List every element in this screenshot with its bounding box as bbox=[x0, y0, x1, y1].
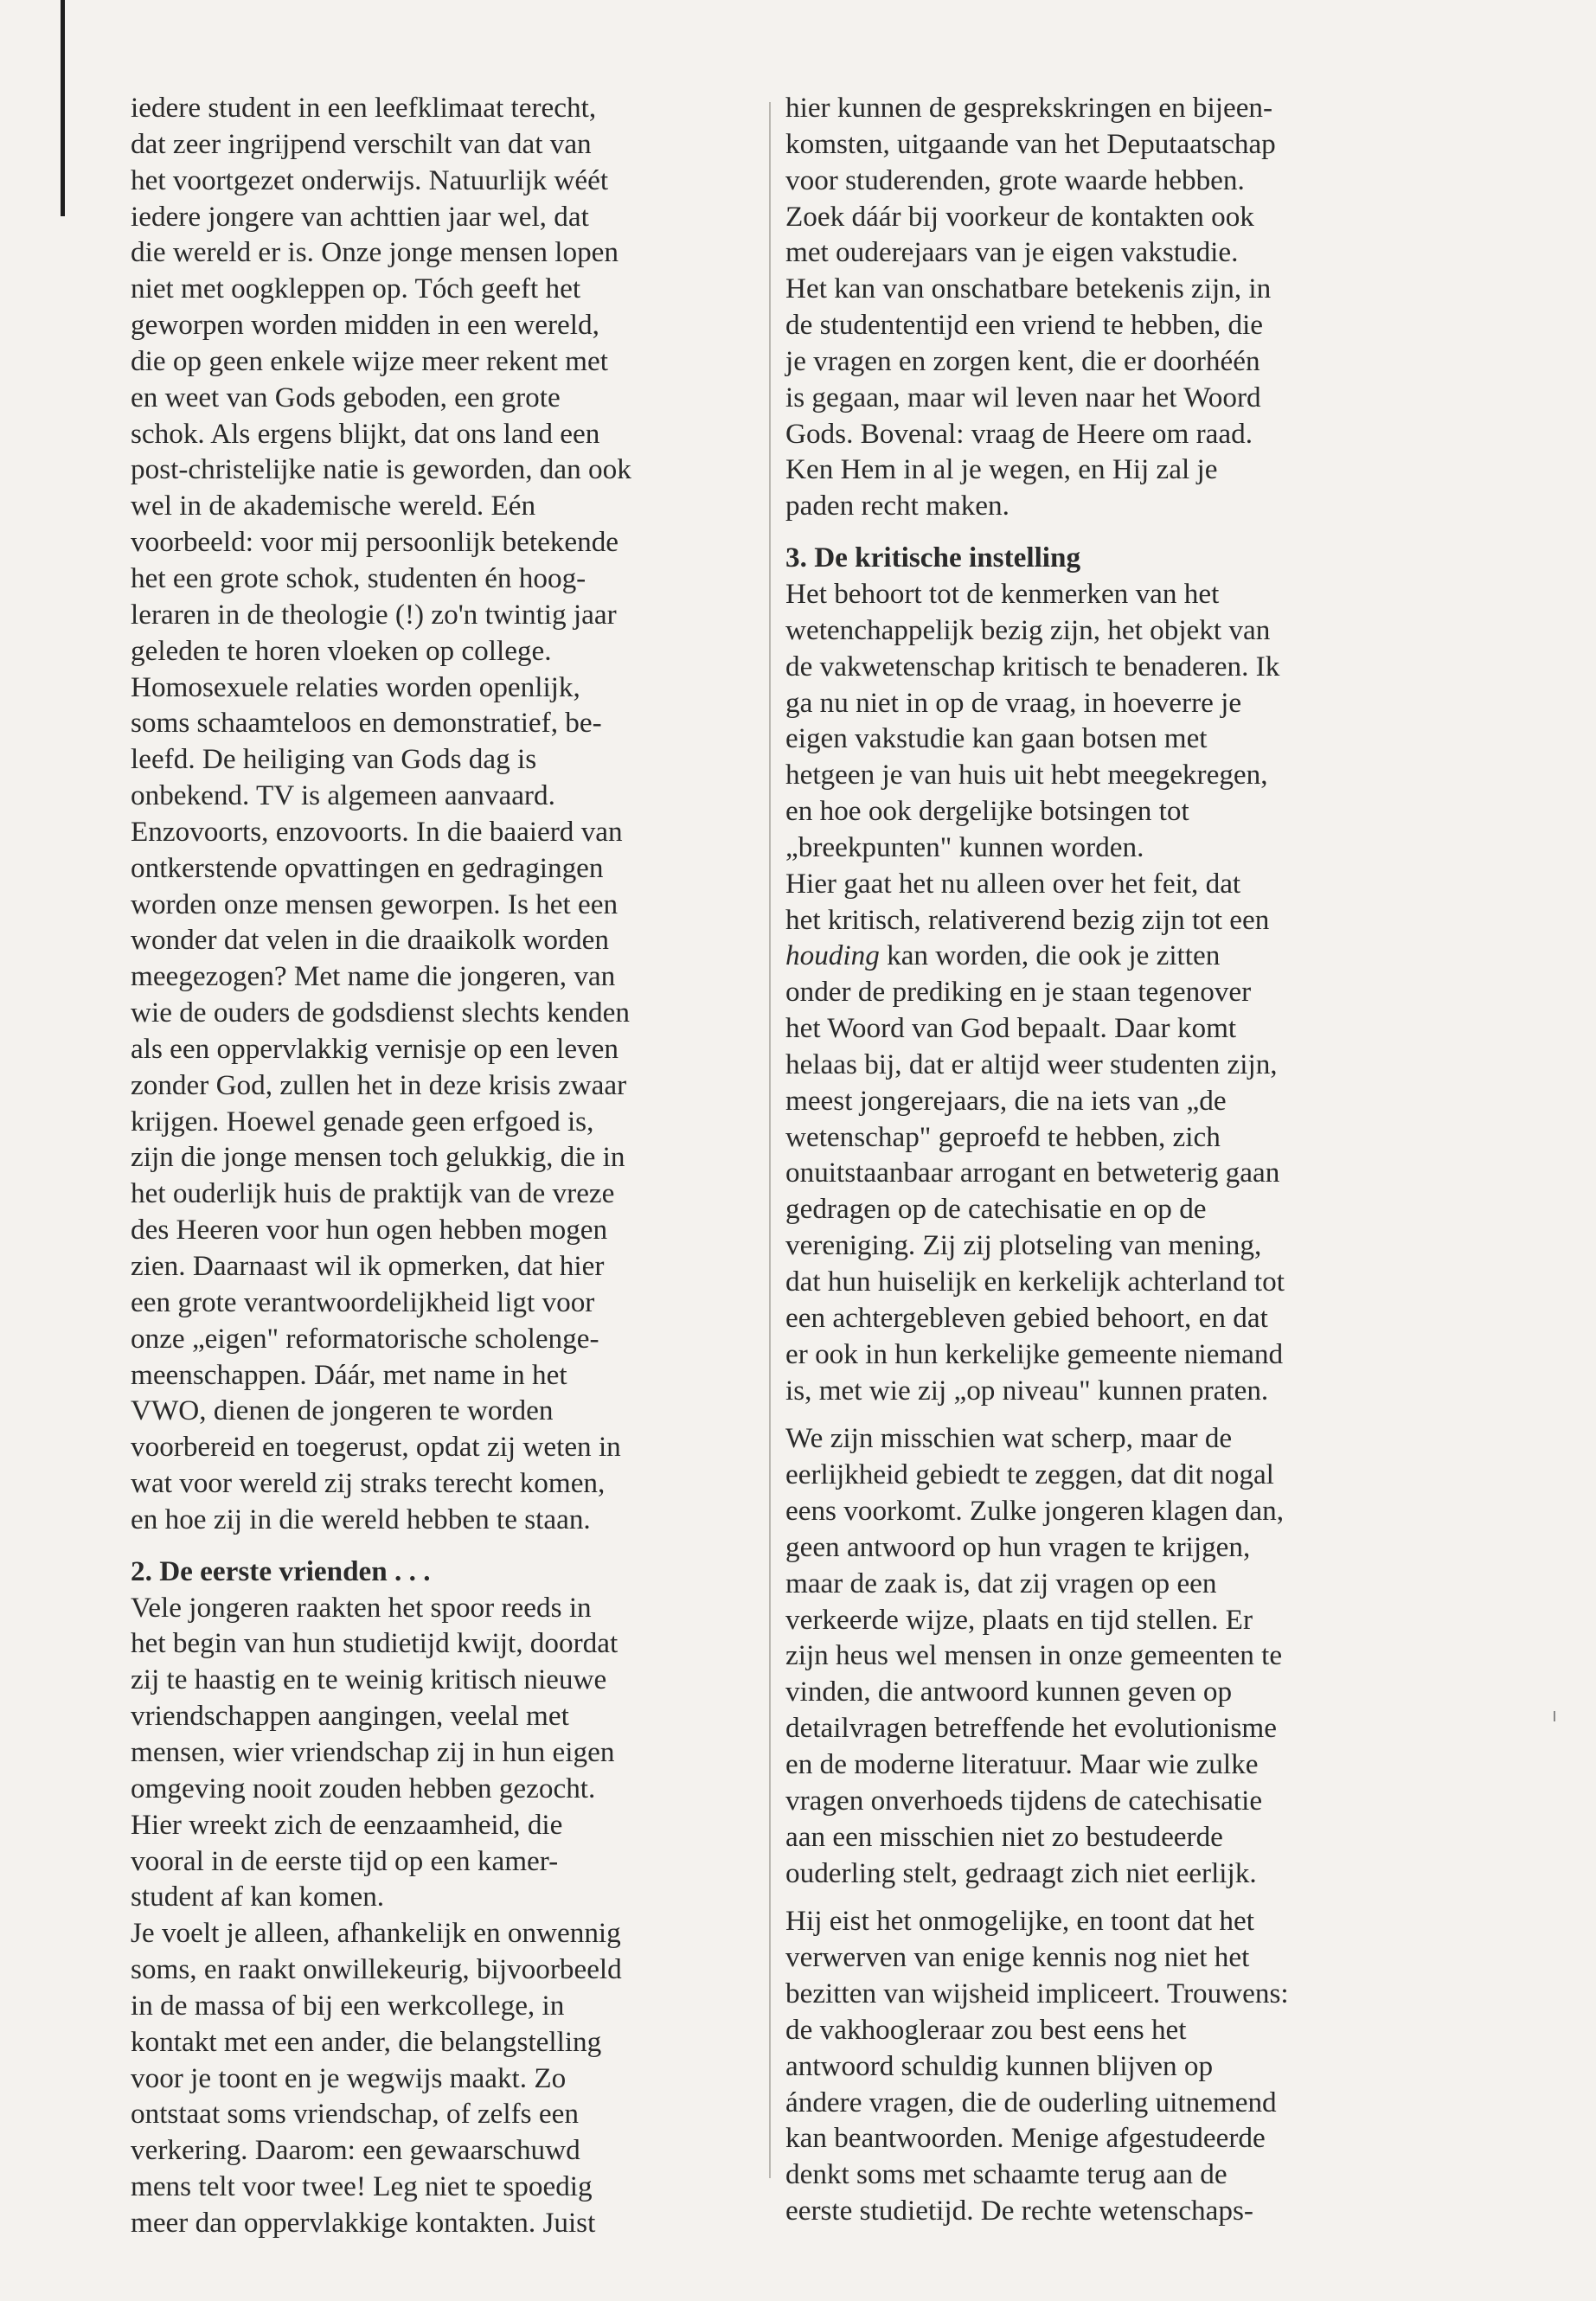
text-line: Enzovoorts, enzovoorts. In die baaierd van bbox=[131, 815, 623, 848]
text-line: vragen onverhoeds tijdens de catechisatie bbox=[785, 1784, 1263, 1817]
text-line: eens voorkomt. Zulke jongeren klagen dan, bbox=[785, 1495, 1285, 1528]
text-line: wonder dat velen in die draaikolk worden bbox=[131, 924, 609, 957]
text-line: post-christelijke natie is geworden, dan ook bbox=[131, 453, 631, 486]
text-line: detailvragen betreffende het evolutionisme bbox=[785, 1712, 1277, 1745]
text-line: helaas bij, dat er altijd weer studenten zijn, bbox=[785, 1048, 1278, 1080]
text-line: soms schaamteloos en demonstratief, be- bbox=[131, 707, 602, 740]
text-line: een achtergebleven gebied behoort, en dat bbox=[785, 1301, 1268, 1334]
text-line: meegezogen? Met name die jongeren, van bbox=[131, 960, 616, 993]
text-line: verkering. Daarom: een gewaarschuwd bbox=[131, 2134, 580, 2167]
text-line: wetenchappelijk bezig zijn, het objekt van bbox=[785, 613, 1271, 646]
text-line: vooral in de eerste tijd op een kamer- bbox=[131, 1844, 559, 1877]
text-line: denkt soms met schaamte terug aan de bbox=[785, 2158, 1227, 2191]
text-line: „breekpunten" kunnen worden. bbox=[785, 830, 1144, 863]
text-line: paden recht maken. bbox=[785, 490, 1010, 522]
text-line: het begin van hun studietijd kwijt, doordat bbox=[131, 1627, 619, 1660]
text-line: Hier wreekt zich de eenzaamheid, die bbox=[131, 1808, 563, 1841]
text-line: wel in de akademische wereld. Eén bbox=[131, 490, 536, 522]
text-line: hetgeen je van huis uit hebt meegekregen, bbox=[785, 759, 1268, 792]
text-line: voorbeeld: voor mij persoonlijk betekende bbox=[131, 526, 619, 559]
text-line: meer dan oppervlakkige kontakten. Juist bbox=[131, 2206, 596, 2239]
text-line: Het kan van onschatbare betekenis zijn, in bbox=[785, 272, 1272, 305]
margin-mark bbox=[1554, 1711, 1555, 1721]
text-line-houding bbox=[785, 938, 1408, 974]
text-line: ga nu niet in op de vraag, in hoeverre je bbox=[785, 686, 1242, 719]
text-line: gedragen op de catechisatie en op de bbox=[785, 1193, 1207, 1226]
text-line: en de moderne literatuur. Maar wie zulke bbox=[785, 1747, 1259, 1780]
paragraph-onmogelijke bbox=[785, 1903, 1408, 2229]
text-line: zijn die jonge mensen toch gelukkig, die in bbox=[131, 1141, 625, 1174]
text-line: komsten, uitgaande van het Deputaatschap bbox=[785, 127, 1276, 160]
text-line: en hoe ook dergelijke botsingen tot bbox=[785, 795, 1189, 828]
text-line: meest jongerejaars, die na iets van „de bbox=[785, 1084, 1227, 1117]
text-line: het kritisch, relativerend bezig zijn tot een bbox=[785, 903, 1270, 936]
text-line: zonder God, zullen het in deze krisis zwaar bbox=[131, 1068, 627, 1101]
text-line: onder de prediking en je staan tegenover bbox=[785, 976, 1252, 1009]
text-line: geworpen worden midden in een wereld, bbox=[131, 309, 599, 342]
text-line: verkeerde wijze, plaats en tijd stellen. Er bbox=[785, 1603, 1253, 1636]
text-line: zijn heus wel mensen in onze gemeenten te bbox=[785, 1639, 1283, 1672]
text-line: schok. Als ergens blijkt, dat ons land een bbox=[131, 417, 600, 450]
text-line: mensen, wier vriendschap zij in hun eigen bbox=[131, 1735, 615, 1768]
text-line: wat voor wereld zij straks terecht komen, bbox=[131, 1467, 606, 1500]
paragraph-kritisch-bezig bbox=[785, 576, 1408, 938]
text-line: als een oppervlakkig vernisje op een leven bbox=[131, 1032, 619, 1065]
heading-kritische-instelling: 3. De kritische instelling bbox=[785, 542, 1081, 574]
text-line: eerste studietijd. De rechte wetenschaps- bbox=[785, 2195, 1253, 2227]
text-line: Hij eist het onmogelijke, en toont dat het bbox=[785, 1905, 1254, 1938]
paragraph-vriendschap bbox=[131, 1590, 719, 2241]
text-line: zij te haastig en te weinig kritisch nieuwe bbox=[131, 1663, 607, 1696]
text-line: krijgen. Hoewel genade geen erfgoed is, bbox=[131, 1105, 594, 1138]
text-line: het voortgezet onderwijs. Natuurlijk wéét bbox=[131, 163, 609, 196]
text-line: iedere jongere van achttien jaar wel, dat bbox=[131, 200, 589, 233]
houding-emphasis: houding bbox=[785, 939, 880, 972]
text-line: dat hun huiselijk en kerkelijk achterland tot bbox=[785, 1266, 1285, 1298]
text-line: hier kunnen de gesprekskringen en bijeen- bbox=[785, 92, 1273, 124]
text-line: het een grote schok, studenten én hoog- bbox=[131, 561, 586, 594]
text-line: geleden te horen vloeken op college. bbox=[131, 634, 552, 667]
text-line: in de massa of bij een werkcollege, in bbox=[131, 1989, 565, 2022]
text-line: is gegaan, maar wil leven naar het Woord bbox=[785, 381, 1261, 413]
text-line: geen antwoord op hun vragen te krijgen, bbox=[785, 1530, 1251, 1563]
text-line: Ken Hem in al je wegen, en Hij zal je bbox=[785, 453, 1218, 486]
text-line: je vragen en zorgen kent, die er doorhéén bbox=[785, 344, 1260, 377]
text-line: en hoe zij in die wereld hebben te staan. bbox=[131, 1503, 591, 1535]
text-line: eigen vakstudie kan gaan botsen met bbox=[785, 722, 1208, 755]
text-line: student af kan komen. bbox=[131, 1881, 385, 1913]
text-line: kan beantwoorden. Menige afgestudeerde bbox=[785, 2122, 1266, 2155]
text-line: worden onze mensen geworpen. Is het een bbox=[131, 888, 619, 920]
text-line: wie de ouders de godsdienst slechts kenden bbox=[131, 997, 630, 1029]
text-line: de vakwetenschap kritisch te benaderen. Ik bbox=[785, 650, 1280, 683]
text-line: een grote verantwoordelijkheid ligt voor bbox=[131, 1285, 595, 1318]
houding-line-rest: kan worden, die ook je zitten bbox=[879, 939, 1221, 972]
text-line: antwoord schuldig kunnen blijven op bbox=[785, 2049, 1214, 2082]
text-line: de studententijd een vriend te hebben, die bbox=[785, 309, 1264, 342]
paragraph-gesprekskringen bbox=[785, 90, 1408, 524]
column-divider bbox=[769, 102, 771, 2178]
text-line: die op geen enkele wijze meer rekent met bbox=[131, 344, 608, 377]
text-line: niet met oogkleppen op. Tóch geeft het bbox=[131, 272, 581, 305]
text-line: Je voelt je alleen, afhankelijk en onwennig bbox=[131, 1917, 621, 1950]
text-line: maar de zaak is, dat zij vragen op een bbox=[785, 1567, 1217, 1599]
text-line: wetenschap" geproefd te hebben, zich bbox=[785, 1120, 1221, 1153]
text-line: voor je toont en je wegwijs maakt. Zo bbox=[131, 2061, 567, 2094]
text-line: met ouderejaars van je eigen vakstudie. bbox=[785, 236, 1239, 269]
text-line: Zoek dáár bij voorkeur de kontakten ook bbox=[785, 200, 1254, 233]
paragraph-studenten-arrogant bbox=[785, 974, 1408, 1408]
text-line: We zijn misschien wat scherp, maar de bbox=[785, 1422, 1233, 1455]
text-line: vriendschappen aangingen, veelal met bbox=[131, 1700, 569, 1733]
text-line: des Heeren voor hun ogen hebben mogen bbox=[131, 1214, 608, 1247]
text-line: die wereld er is. Onze jonge mensen lopen bbox=[131, 236, 619, 269]
heading-eerste-vrienden: 2. De eerste vrienden . . . bbox=[131, 1554, 431, 1587]
text-line: meenschappen. Dáár, met name in het bbox=[131, 1358, 567, 1391]
text-line: Hier gaat het nu alleen over het feit, dat bbox=[785, 867, 1241, 900]
text-line: iedere student in een leefklimaat terecht, bbox=[131, 92, 597, 124]
text-line: ouderling stelt, gedraagt zich niet eerlijk. bbox=[785, 1856, 1257, 1889]
text-line: dat zeer ingrijpend verschilt van dat van bbox=[131, 127, 592, 160]
text-line: mens telt voor twee! Leg niet te spoedig bbox=[131, 2170, 593, 2203]
left-column bbox=[131, 90, 719, 2241]
text-line: Gods. Bovenal: vraag de Heere om raad. bbox=[785, 417, 1253, 450]
text-line: kontakt met een ander, die belangstelling bbox=[131, 2025, 602, 2058]
binding-edge-line bbox=[61, 0, 65, 216]
text-line: vinden, die antwoord kunnen geven op bbox=[785, 1676, 1233, 1708]
text-line: verwerven van enige kennis nog niet het bbox=[785, 1941, 1250, 1974]
text-line: zien. Daarnaast wil ik opmerken, dat hier bbox=[131, 1250, 605, 1282]
text-line: Het behoort tot de kenmerken van het bbox=[785, 577, 1220, 610]
text-line: soms, en raakt onwillekeurig, bijvoorbeeld bbox=[131, 1953, 622, 1986]
text-line: Vele jongeren raakten het spoor reeds in bbox=[131, 1591, 592, 1624]
text-line: VWO, dienen de jongeren te worden bbox=[131, 1394, 554, 1427]
text-line: ontkerstende opvattingen en gedragingen bbox=[131, 851, 604, 884]
text-line: vereniging. Zij zij plotseling van mening, bbox=[785, 1229, 1262, 1262]
text-line: ándere vragen, die de ouderling uitnemend bbox=[785, 2086, 1277, 2118]
right-column bbox=[785, 90, 1408, 2229]
text-line: leraren in de theologie (!) zo'n twintig jaar bbox=[131, 598, 617, 631]
text-line: Homosexuele relaties worden openlijk, bbox=[131, 670, 580, 703]
text-line: het Woord van God bepaalt. Daar komt bbox=[785, 1012, 1237, 1045]
text-line: de vakhoogleraar zou best eens het bbox=[785, 2013, 1187, 2046]
text-line: aan een misschien niet zo bestudeerde bbox=[785, 1820, 1223, 1853]
text-line: er ook in hun kerkelijke gemeente niemand bbox=[785, 1337, 1284, 1370]
text-line: bezitten van wijsheid impliceert. Trouwens: bbox=[785, 1977, 1289, 2010]
text-line: leefd. De heiliging van Gods dag is bbox=[131, 743, 537, 776]
text-line: onuitstaanbaar arrogant en betweterig gaan bbox=[785, 1157, 1280, 1189]
text-line: ontstaat soms vriendschap, of zelfs een bbox=[131, 2098, 579, 2131]
text-line: voor studerenden, grote waarde hebben. bbox=[785, 163, 1245, 196]
text-line: onze „eigen" reformatorische scholenge- bbox=[131, 1322, 599, 1355]
text-line: onbekend. TV is algemeen aanvaard. bbox=[131, 779, 555, 812]
text-line: voorbereid en toegerust, opdat zij weten in bbox=[131, 1431, 621, 1464]
text-line: eerlijkheid gebiedt te zeggen, dat dit nogal bbox=[785, 1458, 1274, 1491]
text-line: omgeving nooit zouden hebben gezocht. bbox=[131, 1772, 596, 1804]
text-line: en weet van Gods geboden, een grote bbox=[131, 381, 561, 413]
text-line: is, met wie zij „op niveau" kunnen praten. bbox=[785, 1374, 1269, 1407]
paragraph-scherp bbox=[785, 1420, 1408, 1891]
paragraph-leefklimaat bbox=[131, 90, 719, 1538]
text-line: het ouderlijk huis de praktijk van de vreze bbox=[131, 1177, 615, 1210]
